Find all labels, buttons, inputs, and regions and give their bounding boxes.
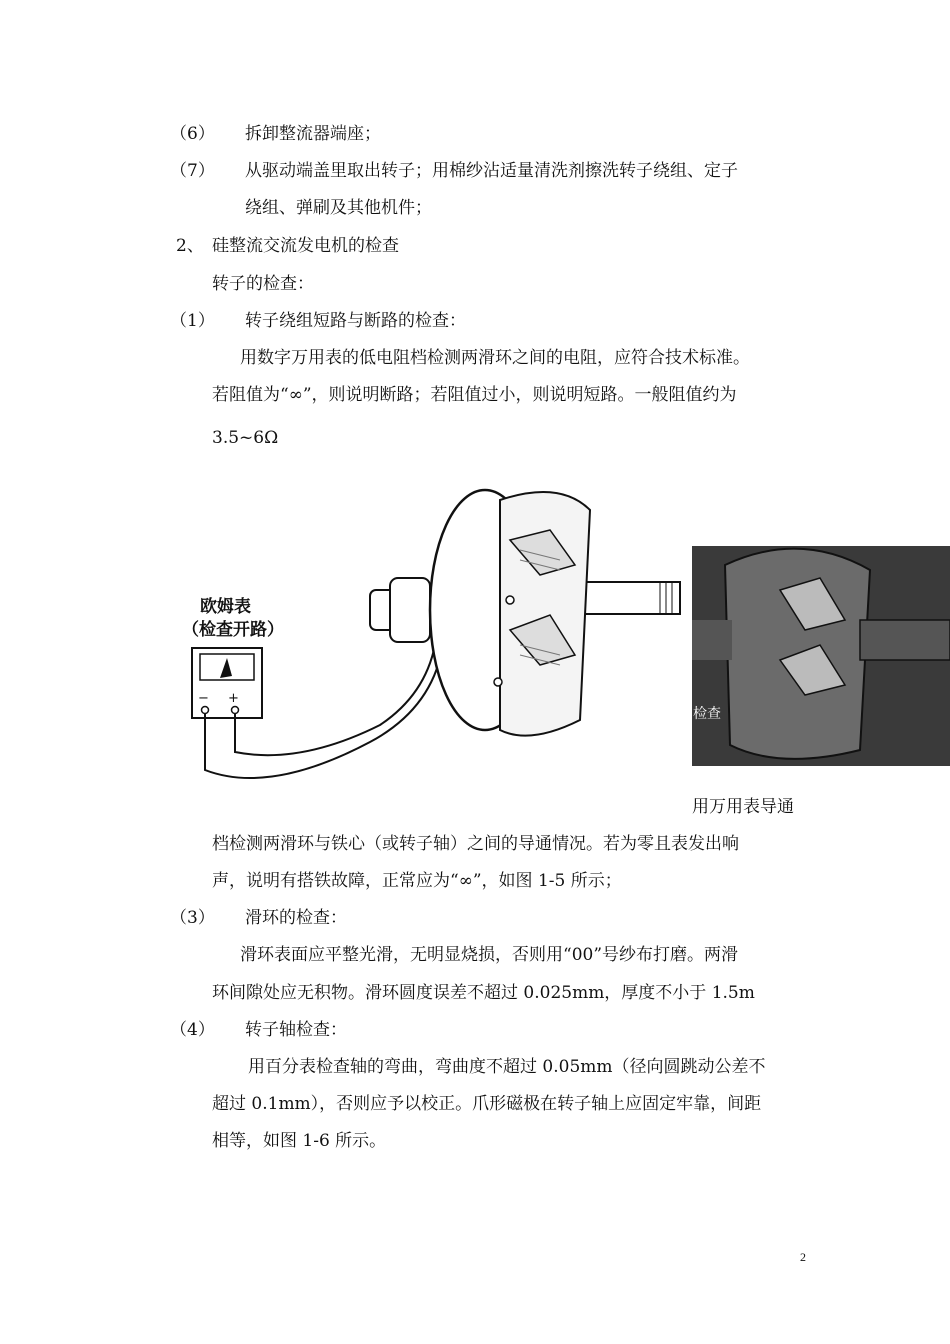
para1-line3: 3.5~6Ω [212, 428, 279, 448]
para2-line1: 档检测两滑环与铁心（或转子轴）之间的导通情况。若为零且表发出响 [212, 834, 739, 854]
para4-line3: 相等，如图 1-6 所示。 [212, 1131, 387, 1151]
photo-shaft [860, 620, 950, 660]
page-number: 2 [800, 1250, 806, 1264]
item-7-text: 从驱动端盖里取出转子；用棉纱沾适量清洗剂擦洗转子绕组、定子 [245, 161, 738, 181]
rivet-1 [506, 596, 514, 604]
para3-line1: 滑环表面应平整光滑，无明显烧损，否则用“00”号纱布打磨。两滑 [240, 945, 739, 965]
item-1-number: （1） [170, 311, 215, 331]
item-7-continuation: 绕组、弹刷及其他机件； [245, 198, 432, 218]
subheading: 转子的检查： [212, 274, 314, 294]
item-7-number: （7） [170, 161, 215, 181]
claw-pole-body [500, 492, 590, 736]
photo-shaft-left [692, 620, 732, 660]
item-4-title: 转子轴检查： [245, 1020, 347, 1040]
meter-label-1: 欧姆表 [200, 597, 251, 617]
meter-plus: + [228, 691, 239, 706]
slip-rings [390, 578, 430, 642]
rotor-test-figure [180, 470, 950, 800]
meter-label-2: （检查开路） [182, 620, 284, 640]
rivet-2 [494, 678, 502, 686]
para2-line2: 声，说明有搭铁故障，正常应为“∞”，如图 1-5 所示； [212, 871, 622, 891]
item-3-number: （3） [170, 908, 215, 928]
para4-line2: 超过 0.1mm），否则应予以校正。爪形磁极在转子轴上应固定牢靠，间距 [212, 1094, 762, 1114]
terminal-plus [232, 707, 239, 714]
rotor-illustration [180, 470, 950, 800]
photo-label: 检查 [693, 706, 721, 722]
test-lead-2 [235, 645, 435, 755]
section-number: 2、 [176, 236, 204, 256]
item-6-text: 拆卸整流器端座； [245, 124, 381, 144]
para1-line2: 若阻值为“∞”，则说明断路；若阻值过小，则说明短路。一般阻值约为 [212, 385, 737, 405]
item-1-title: 转子绕组短路与断路的检查： [245, 311, 466, 331]
section-title: 硅整流交流发电机的检查 [212, 236, 399, 256]
para1-line1: 用数字万用表的低电阻档检测两滑环之间的电阻，应符合技术标准。 [240, 348, 750, 368]
para3-line2: 环间隙处应无积物。滑环圆度误差不超过 0.025mm，厚度不小于 1.5m [212, 983, 755, 1003]
meter-minus: − [198, 691, 209, 706]
terminal-minus [202, 707, 209, 714]
item-3-title: 滑环的检查： [245, 908, 347, 928]
item-6-number: （6） [170, 124, 215, 144]
caption-tail: 用万用表导通 [692, 797, 794, 817]
para4-line1: 用百分表检查轴的弯曲，弯曲度不超过 0.05mm（径向圆跳动公差不 [248, 1057, 766, 1077]
item-4-number: （4） [170, 1020, 215, 1040]
